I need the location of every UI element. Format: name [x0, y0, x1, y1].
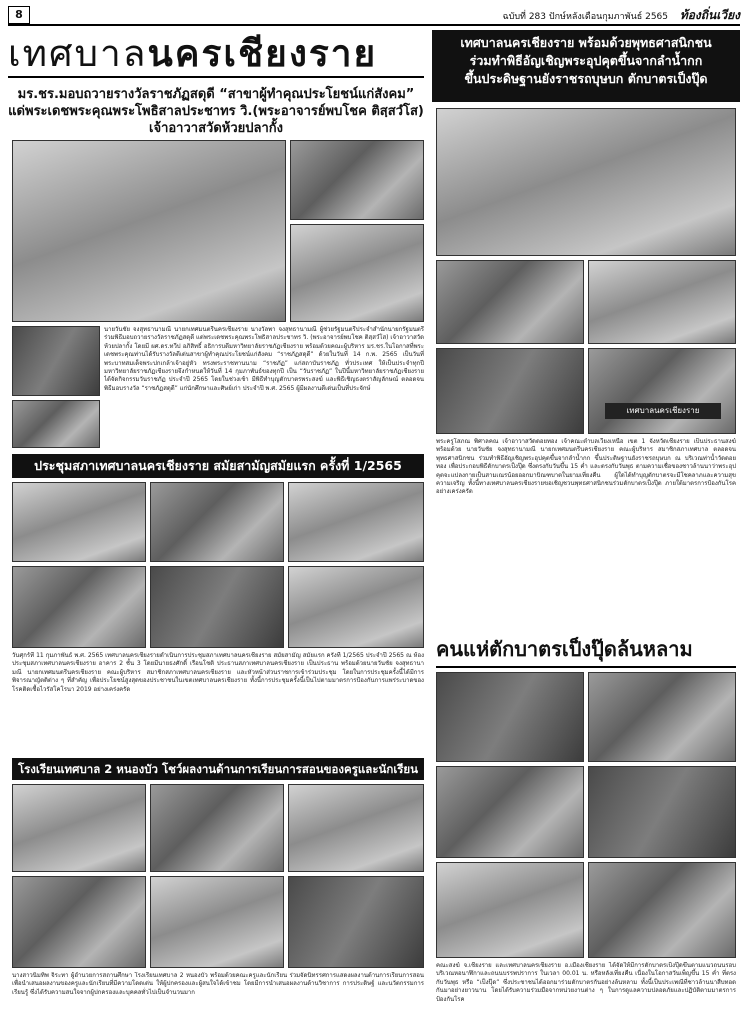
story3-photo-6 — [288, 876, 424, 968]
right-story1-photo-2 — [436, 260, 584, 344]
story1-headline-line3: เจ้าอาวาสวัดห้วยปลากั้ง — [149, 121, 283, 136]
story3-photo-5 — [150, 876, 284, 968]
story2-photo-1 — [12, 482, 146, 562]
story2-photo-5 — [150, 566, 284, 648]
right-story1-headline-line1: เทศบาลนครเชียงราย พร้อมด้วยพุทธศาสนิกชน — [460, 35, 712, 50]
story1-photo-main — [12, 140, 286, 322]
story1-photo-3 — [290, 224, 424, 322]
story2-photo-2 — [150, 482, 284, 562]
banner-caption: เทศบาลนครเชียงราย — [605, 403, 721, 419]
story1-body: นายวันชัย จงสุทธานามณี นายกเทศมนตรีนครเชียงราย นางวัลพา จงสุทธานามณี ผู้ช่วยรัฐมนตรีประจำสำนักนายกรัฐมนตรี ร่วมพิธีมอบถวายรางวัลราชภัฏสดุดี แด่พระเดชพระคุณพระโพธิสาลประชาทร วิ. (พระอาจารย์พบโชค ติสฺสวํโส) เจ้าอาวาสวัดห้วยปลากั้ง โดยมี ผศ.ดร.ทวีป อภิสิทธิ์ อธิการบดีมหาวิทยาลัยราชภัฏเชียงราย พร้อมด้วยคณะผู้บริหาร มร.ชร.ในโอกาสที่พระเดชพระคุณท่านได้รับรางวัลดีเด่นสาขาผู้ทำคุณประโยชน์แก่สังคม “ราชภัฏสดุดี” ด้วยในวันที่ 14 ก.พ. 2565 เป็นวันที่พระบาทสมเด็จพระปกเกล้าเจ้าอยู่หัว ทรงพระราชทานนาม “ราชภัฏ” แก่สถาบันราชภัฏ ทั่วประเทศ ให้เป็นประจำทุกปี มหาวิทยาลัยราชภัฏเชียงรายจึงกำหนดให้วันที่ 14 กุมภาพันธ์ของทุกปี เป็น “วันราชภัฏ” ในปีนี้มหาวิทยาลัยราชภัฏเชียงรายได้จัดกิจกรรมวันราชภัฏ ประจำปี 2565 โดยในช่วงเช้า มีพิธีทำบุญตักบาตรพระสงฆ์ และพิธีเชิญธงตราสัญลักษณ์ ตลอดจนพิธีมอบรางวัล “ราชภัฏสดุดี” แก่นักศึกษาและศิษย์เก่า ประจำปี พ.ศ. 2565 ผู้มีผลงานดีเด่นเป็นที่ประจักษ์ — [104, 326, 424, 392]
right-story1-body: พระครูโสภณ พิศาลคณ เจ้าอาวาสวัดดอยทอง เจ้าคณะตำบลเวียงเหนือ เขต 1 จังหวัดเชียงราย เป็นประธานสงฆ์ พร้อมด้วย นายวันชัย จงสุทธานามณี นายกเทศมนตรีนครเชียงราย คณะผู้บริหาร สมาชิกสภาเทศบาล ตลอดจนพุทธศาสนิกชน ร่วมทำพิธีอัญเชิญพระอุปคุตขึ้นจากลำน้ำกก ขึ้นประดิษฐานยังราชรถบุษบก ณ บริเวณท่าน้ำวัดดอยทอง เพื่อประกอบพิธีตักบาตรเป็งปุ๊ด ซึ่งตรงกับวันขึ้น 15 ค่ำ และตรงกับวันพุธ ตามความเชื่อของชาวล้านนาว่าพระอุปคุตจะแปลงกายเป็นสามเณรน้อยออกมาบิณฑบาตในยามเที่ยงคืน ผู้ใดได้ทำบุญตักบาตรจะมีโชคลาภและความสุขความเจริญ ทั้งนี้ทางเทศบาลนครเชียงรายขอเชิญชวนพุทธศาสนิกชนร่วมตักบาตรเป็งปุ๊ด ภายใต้มาตรการป้องกันโรคอย่างเคร่งครัด — [436, 438, 736, 496]
story3-photo-3 — [288, 784, 424, 872]
story2-photo-3 — [288, 482, 424, 562]
story1-headline-line2: แด่พระเดชพระคุณพระโพธิสาลประชาทร วิ.(พระอาจารย์พบโชค ติสฺสวํโส) — [8, 104, 424, 119]
page-number: 8 — [8, 6, 30, 24]
right-story1-photo-5 — [588, 348, 736, 434]
story2-photo-6 — [288, 566, 424, 648]
right-story1-photo-main — [436, 108, 736, 256]
story1-photo-2 — [290, 140, 424, 220]
masthead-thin: เทศบาล — [8, 32, 148, 75]
story1-photo-5 — [12, 400, 100, 448]
story3-body: นางสาวนิ่มทิพ จิระทา ผู้อำนวยการสถานศึกษา โรงเรียนเทศบาล 2 หนองบัว พร้อมด้วยคณะครูและนักเรียน ร่วมจัดนิทรรศการแสดงผลงานด้านการเรียนการสอน เพื่อนำเสนอผลงานของครูและนักเรียนที่มีความโดดเด่น ให้ผู้ปกครองและผู้สนใจได้เข้าชม โดยมีการนำเสนอผลงานด้านวิชาการ การประดิษฐ์ และนวัตกรรมการเรียนรู้ ซึ่งได้รับความสนใจจากผู้ปกครองและบุคคลทั่วไปเป็นจำนวนมาก — [12, 972, 424, 996]
right-story1-headline-line2: ร่วมทำพิธีอัญเชิญพระอุปคุตขึ้นจากลำน้ำกก — [469, 53, 703, 68]
publication-logo: ท้องถิ่นเวียง — [679, 8, 740, 22]
left-column — [8, 30, 424, 137]
story3-photo-2 — [150, 784, 284, 872]
right-story1-photo-3 — [588, 260, 736, 344]
right-story2-photo-3 — [436, 766, 584, 858]
story3-headline: โรงเรียนเทศบาล 2 หนองบัว โชว์ผลงานด้านการเรียนการสอนของครูและนักเรียน — [12, 758, 424, 780]
right-story2-headline: คนแห่ตักบาตรเป็งปุ๊ดล้นหลาม — [436, 634, 736, 668]
masthead — [8, 30, 424, 78]
issue-info: ฉบับที่ 283 ปักษ์หลังเดือนกุมภาพันธ์ 2565 — [502, 12, 668, 22]
right-story2-photo-6 — [588, 862, 736, 958]
story2-body: วันศุกร์ที่ 11 กุมภาพันธ์ พ.ศ. 2565 เทศบาลนครเชียงรายดำเนินการประชุมสภาเทศบาลนครเชียงราย สมัยสามัญ สมัยแรก ครั้งที่ 1/2565 ประจำปี 2565 ณ ห้องประชุมสภาเทศบาลนครเชียงราย อาคาร 2 ชั้น 3 โดยมีนายธงศักดิ์ เรือนโชติ ประธานสภาเทศบาลนครเชียงราย เป็นประธาน พร้อมด้วยนายวันชัย จงสุทธานามณี นายกเทศมนตรีนครเชียงราย คณะผู้บริหาร สมาชิกสภาเทศบาลนครเชียงราย และหัวหน้าส่วนราชการเข้าร่วมประชุม โดยในการประชุมครั้งนี้ได้มีการพิจารณาญัตติต่าง ๆ ที่สำคัญ เพื่อประโยชน์สูงสุดของประชาชนในเขตเทศบาลนครเชียงราย ทั้งนี้การประชุมครั้งนี้เป็นไปตามมาตรการป้องกันการแพร่ระบาดของโรคติดเชื้อไวรัสโคโรนา 2019 อย่างเคร่งครัด — [12, 652, 424, 693]
story3-photo-1 — [12, 784, 146, 872]
masthead-bold: นครเชียงราย — [147, 31, 378, 75]
page-header — [8, 6, 740, 26]
right-story2-photo-4 — [588, 766, 736, 858]
right-story1-headline — [432, 30, 740, 102]
story1-headline-line1: มร.ชร.มอบถวายรางวัลราชภัฏสดุดี “สาขาผู้ทำคุณประโยชน์แก่สังคม” — [17, 87, 415, 102]
story1-headline — [8, 86, 424, 137]
story1-photo-4 — [12, 326, 100, 396]
right-story2-photo-1 — [436, 672, 584, 762]
right-story2-photo-2 — [588, 672, 736, 762]
right-story2-body: คณะสงฆ์ จ.เชียงราย และเทศบาลนครเชียงราย อ.เมืองเชียงราย ได้จัดให้มีการตักบาตรเป็งปุ๊ดขึ้นตามแนวถนนรอบบริเวณหอนาฬิกาและถนนบรรพปราการ ในเวลา 00.01 น. หรือหลังเที่ยงคืน เนื่องในโอกาสวันเพ็ญขึ้น 15 ค่ำ ที่ตรงกับวันพุธ หรือ “เป็งปุ๊ด” ซึ่งประชาชนได้ออกมาร่วมตักบาตรกันอย่างล้นหลาม ทั้งนี้เป็นประเพณีที่ชาวล้านนาสืบทอดกันมาอย่างยาวนาน โดยได้รับความร่วมมือจากหน่วยงานต่าง ๆ ในการดูแลความปลอดภัยและปฏิบัติตามมาตรการป้องกันโรค — [436, 962, 736, 1003]
right-story2-photo-5 — [436, 862, 584, 958]
right-story1-headline-line3: ขึ้นประดิษฐานยังราชรถบุษบก ตักบาตรเป็งปุ๊ด — [464, 71, 708, 86]
story2-photo-4 — [12, 566, 146, 648]
story3-photo-4 — [12, 876, 146, 968]
story2-headline: ประชุมสภาเทศบาลนครเชียงราย สมัยสามัญสมัยแรก ครั้งที่ 1/2565 — [12, 454, 424, 478]
right-story1-photo-4 — [436, 348, 584, 434]
